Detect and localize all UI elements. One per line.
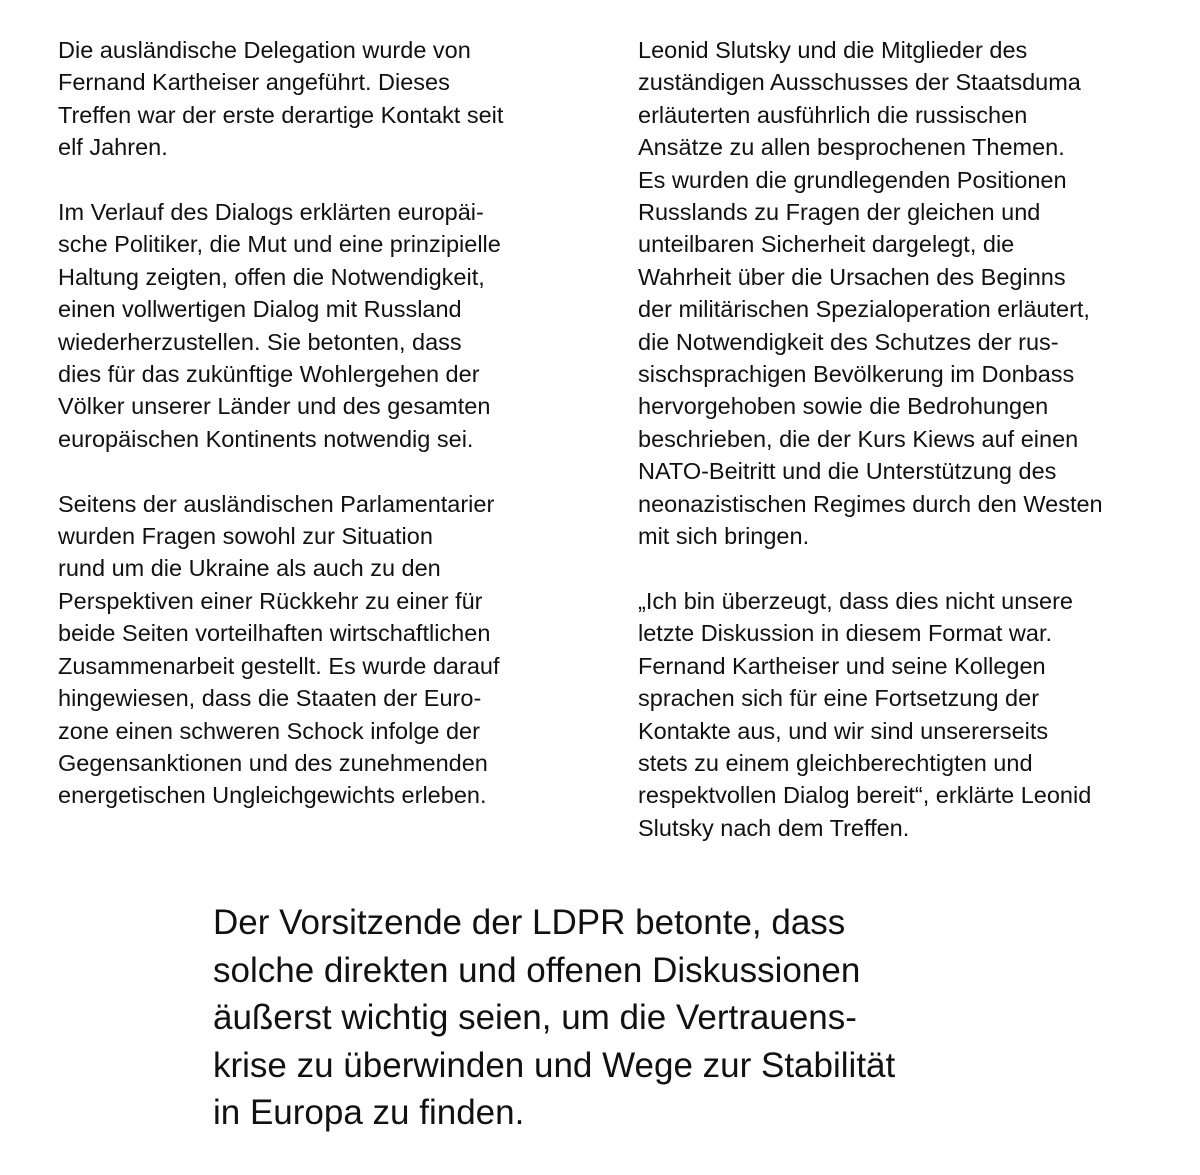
text-line: zuständigen Ausschusses der Staatsduma: [638, 69, 1081, 96]
text-line: neonazistischen Regimes durch den Westen: [638, 490, 1103, 517]
text-line: Fernand Kartheiser angeführt. Dieses: [58, 69, 450, 96]
text-line: respektvollen Dialog bereit“, erklärte Leonid: [638, 782, 1092, 809]
text-line: Es wurden die grundlegenden Positionen: [638, 166, 1067, 193]
highlight-line: Der Vorsitzende der LDPR betonte, dass: [213, 903, 846, 942]
text-line: Zusammenarbeit gestellt. Es wurde darauf: [58, 652, 500, 679]
text-line: letzte Diskussion in diesem Format war.: [638, 620, 1053, 647]
text-line: Wahrheit über die Ursachen des Beginns: [638, 263, 1066, 290]
text-line: Völker unserer Länder und des gesamten: [58, 393, 491, 420]
text-line: einen vollwertigen Dialog mit Russland: [58, 296, 462, 323]
text-line: stets zu einem gleichberechtigten und: [638, 749, 1033, 776]
text-line: Slutsky nach dem Treffen.: [638, 814, 910, 841]
text-line: NATO-Beitritt und die Unterstützung des: [638, 458, 1057, 485]
text-line: die Notwendigkeit des Schutzes der rus-: [638, 328, 1059, 355]
text-line: Perspektiven einer Rückkehr zu einer für: [58, 587, 483, 614]
text-line: wiederherzustellen. Sie betonten, dass: [58, 328, 462, 355]
text-line: sischsprachigen Bevölkerung im Donbass: [638, 361, 1075, 388]
text-line: Kontakte aus, und wir sind unsererseits: [638, 717, 1049, 744]
text-line: europäischen Kontinents notwendig sei.: [58, 425, 474, 452]
text-line: Haltung zeigten, offen die Notwendigkeit,: [58, 263, 485, 290]
text-line: zone einen schweren Schock infolge der: [58, 717, 480, 744]
text-line: Fernand Kartheiser und seine Kollegen: [638, 652, 1046, 679]
text-line: beschrieben, die der Kurs Kiews auf einen: [638, 425, 1079, 452]
text-line: erläuterten ausführlich die russischen: [638, 101, 1028, 128]
text-line: Leonid Slutsky und die Mitglieder des: [638, 37, 1028, 63]
text-line: sprachen sich für eine Fortsetzung der: [638, 685, 1040, 712]
text-line: Die ausländische Delegation wurde von: [58, 37, 471, 63]
highlight-line: in Europa zu finden.: [213, 1093, 525, 1133]
text-line: „Ich bin überzeugt, dass dies nicht unsere: [638, 587, 1074, 614]
left-paragraph-2: [58, 196, 598, 455]
text-line: dies für das zukünftige Wohlergehen der: [58, 361, 480, 388]
text-line: Treffen war der erste derartige Kontakt seit: [58, 101, 504, 128]
text-line: Ansätze zu allen besprochenen Themen.: [638, 134, 1065, 161]
text-line: beide Seiten vorteilhaften wirtschaftlichen: [58, 620, 491, 647]
left-paragraph-3: [58, 488, 598, 812]
right-paragraph-2-quote: [638, 585, 1178, 844]
text-line: Im Verlauf des Dialogs erklärten europäi-: [58, 199, 484, 226]
text-line: elf Jahren.: [58, 134, 168, 161]
left-paragraph-1: [58, 34, 598, 164]
right-paragraph-1: [638, 34, 1178, 553]
text-line: Seitens der ausländischen Parlamentarier: [58, 490, 495, 517]
right-column: [638, 34, 1178, 877]
text-line: hervorgehoben sowie die Bedrohungen: [638, 393, 1049, 420]
highlight-statement: [213, 899, 1073, 1137]
highlight-line: äußerst wichtig seien, um die Vertrauens-: [213, 998, 857, 1038]
highlight-line: solche direkten und offenen Diskussionen: [213, 950, 861, 990]
highlight-line: krise zu überwinden und Wege zur Stabilität: [213, 1045, 896, 1085]
text-line: rund um die Ukraine als auch zu den: [58, 555, 441, 582]
text-line: Gegensanktionen und des zunehmenden: [58, 749, 488, 776]
text-line: hingewiesen, dass die Staaten der Euro-: [58, 685, 482, 712]
text-line: Russlands zu Fragen der gleichen und: [638, 199, 1041, 226]
text-line: wurden Fragen sowohl zur Situation: [58, 523, 433, 550]
text-line: mit sich bringen.: [638, 523, 810, 550]
text-line: sche Politiker, die Mut und eine prinzipielle: [58, 231, 501, 258]
left-column: [58, 34, 598, 844]
text-line: energetischen Ungleichgewichts erleben.: [58, 782, 487, 809]
text-line: der militärischen Spezialoperation erläutert,: [638, 296, 1090, 323]
text-line: unteilbaren Sicherheit dargelegt, die: [638, 231, 1015, 258]
